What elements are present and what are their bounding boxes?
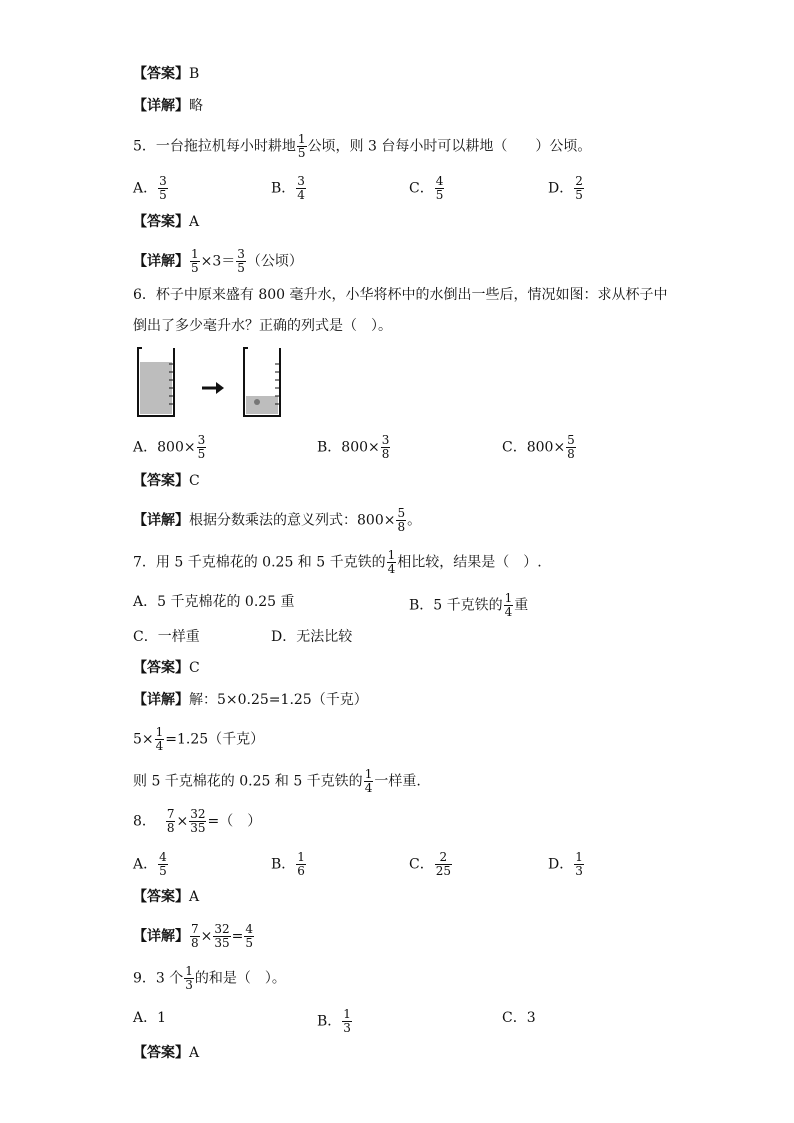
denominator: 5 bbox=[159, 864, 167, 878]
q7-detail-line2 bbox=[133, 726, 264, 753]
q5-option-c[interactable] bbox=[409, 175, 445, 202]
question-text-b: 的和是（ ）。 bbox=[194, 970, 286, 987]
q7-question bbox=[133, 549, 542, 576]
option-label: A． bbox=[133, 856, 158, 873]
question-number: 6． bbox=[133, 287, 156, 303]
numerator: 32 bbox=[214, 922, 230, 936]
denominator: 3 bbox=[185, 978, 193, 992]
detail-tail: （公顷） bbox=[246, 253, 303, 270]
denominator: 5 bbox=[237, 261, 245, 275]
q6-option-a[interactable] bbox=[133, 434, 207, 461]
numerator: 1 bbox=[297, 132, 306, 146]
answer-value: A bbox=[189, 889, 200, 905]
operator: × bbox=[176, 813, 189, 830]
denominator: 6 bbox=[297, 864, 305, 878]
question-text: 倒出了多少毫升水？正确的列式是（ ）。 bbox=[133, 318, 392, 334]
numerator: 3 bbox=[197, 433, 206, 447]
denominator: 5 bbox=[245, 936, 254, 950]
fraction bbox=[396, 507, 406, 534]
q5-option-d[interactable] bbox=[548, 175, 585, 202]
q6-detail bbox=[133, 507, 421, 534]
detail-label: 【详解】 bbox=[133, 692, 189, 708]
detail-post: 一样重. bbox=[374, 773, 421, 790]
denominator: 5 bbox=[197, 447, 206, 461]
denominator: 5 bbox=[297, 146, 306, 160]
question-text-b: 公顷，则 3 台每小时可以耕地（ ）公顷。 bbox=[307, 138, 592, 155]
q7-answer bbox=[133, 658, 200, 678]
q8-option-c[interactable] bbox=[409, 851, 453, 878]
fraction bbox=[166, 808, 176, 835]
fraction bbox=[244, 923, 254, 950]
detail-post: =1.25（千克） bbox=[165, 731, 265, 748]
fraction bbox=[574, 851, 584, 878]
option-text: C．3 bbox=[502, 1010, 536, 1026]
numerator: 1 bbox=[504, 591, 513, 605]
question-number: 5． bbox=[133, 138, 156, 155]
option-label: B． bbox=[271, 856, 296, 873]
detail-label: 【详解】 bbox=[133, 253, 189, 270]
q6-option-c[interactable] bbox=[502, 434, 577, 461]
denominator: 5 bbox=[575, 188, 583, 202]
denominator: 8 bbox=[166, 821, 175, 835]
option-text: A．5 千克棉花的 0.25 重 bbox=[133, 594, 295, 610]
q8-option-d[interactable] bbox=[548, 851, 585, 878]
denominator: 8 bbox=[191, 936, 199, 950]
question-number: 7． bbox=[133, 554, 156, 571]
numerator: 5 bbox=[397, 506, 406, 520]
denominator: 25 bbox=[435, 864, 451, 878]
q8-question bbox=[133, 808, 261, 835]
q4-detail bbox=[133, 96, 203, 116]
fraction bbox=[296, 175, 306, 202]
answer-label: 【答案】 bbox=[133, 660, 189, 676]
q6-answer bbox=[133, 471, 200, 491]
q9-answer bbox=[133, 1043, 199, 1063]
numerator: 3 bbox=[297, 174, 305, 188]
operator: × bbox=[200, 928, 213, 945]
fraction bbox=[435, 851, 452, 878]
numerator: 1 bbox=[364, 767, 373, 781]
option-label: B． bbox=[317, 1013, 342, 1030]
q8-detail bbox=[133, 923, 255, 950]
beaker-figure bbox=[136, 344, 286, 422]
fraction bbox=[504, 592, 514, 619]
option-label: A． bbox=[133, 439, 158, 456]
answer-value: A bbox=[189, 214, 200, 230]
detail-pre: 则 5 千克棉花的 0.25 和 5 千克铁的 bbox=[133, 773, 363, 790]
q9-option-a[interactable] bbox=[133, 1008, 166, 1028]
denominator: 8 bbox=[567, 447, 575, 461]
question-text: 杯子中原来盛有 800 毫升水，小华将杯中的水倒出一些后，情况如图：求从杯子中 bbox=[155, 287, 668, 303]
q8-answer bbox=[133, 887, 199, 907]
option-text: C．一样重 bbox=[133, 629, 200, 645]
q6-question-line2 bbox=[133, 316, 392, 336]
denominator: 35 bbox=[214, 936, 230, 950]
numerator: 4 bbox=[245, 922, 254, 936]
denominator: 5 bbox=[159, 188, 167, 202]
numerator: 7 bbox=[191, 922, 199, 936]
option-prefix: 800× bbox=[341, 439, 380, 456]
arrow-icon bbox=[202, 382, 224, 394]
option-text: B．5 千克铁的 bbox=[409, 597, 503, 614]
numerator: 5 bbox=[567, 433, 575, 447]
detail-pre: 5× bbox=[133, 731, 154, 748]
numerator: 1 bbox=[155, 725, 164, 739]
q9-option-b[interactable] bbox=[317, 1008, 353, 1035]
q8-option-b[interactable] bbox=[271, 851, 307, 878]
fraction bbox=[197, 434, 207, 461]
option-prefix: 800× bbox=[526, 439, 566, 456]
fraction bbox=[574, 175, 584, 202]
option-label: C． bbox=[409, 180, 434, 197]
answer-value: C bbox=[189, 660, 200, 676]
fraction bbox=[213, 923, 230, 950]
answer-value: B bbox=[189, 66, 200, 82]
q6-option-b[interactable] bbox=[317, 434, 391, 461]
detail-mid: ×3＝ bbox=[200, 253, 236, 270]
detail-post: 。 bbox=[407, 512, 422, 529]
numerator: 4 bbox=[159, 850, 167, 864]
q9-option-c[interactable] bbox=[502, 1008, 536, 1028]
fraction bbox=[435, 175, 445, 202]
numerator: 1 bbox=[387, 548, 396, 562]
question-number: 9． bbox=[133, 970, 156, 987]
answer-label: 【答案】 bbox=[133, 214, 189, 230]
option-label: B． bbox=[271, 180, 296, 197]
fraction bbox=[566, 434, 576, 461]
q5-option-b[interactable] bbox=[271, 175, 307, 202]
detail-text: 根据分数乘法的意义列式：800× bbox=[189, 512, 396, 529]
fraction bbox=[189, 808, 206, 835]
fraction bbox=[158, 851, 168, 878]
fraction bbox=[190, 923, 200, 950]
numerator: 3 bbox=[159, 174, 167, 188]
q7-detail-line1 bbox=[133, 690, 368, 710]
numerator: 4 bbox=[435, 174, 444, 188]
option-label: A． bbox=[133, 180, 158, 197]
question-tail: =（ ） bbox=[207, 813, 262, 830]
denominator: 3 bbox=[343, 1021, 351, 1035]
q9-question bbox=[133, 965, 286, 992]
answer-value: A bbox=[189, 1045, 200, 1061]
detail-text: 略 bbox=[189, 98, 203, 114]
q8-option-a[interactable] bbox=[133, 851, 169, 878]
q7-option-b[interactable] bbox=[409, 592, 528, 619]
option-label: C． bbox=[409, 856, 434, 873]
option-label: D． bbox=[548, 180, 574, 197]
option-label: C． bbox=[502, 439, 527, 456]
numerator: 2 bbox=[439, 850, 448, 864]
option-label: D． bbox=[548, 856, 574, 873]
denominator: 3 bbox=[575, 864, 583, 878]
option-label: B． bbox=[317, 439, 342, 456]
numerator: 1 bbox=[185, 964, 193, 978]
numerator: 32 bbox=[190, 807, 206, 821]
fraction bbox=[155, 726, 165, 753]
detail-label: 【详解】 bbox=[133, 512, 189, 529]
numerator: 1 bbox=[343, 1007, 351, 1021]
denominator: 4 bbox=[364, 781, 373, 795]
q7-option-d[interactable] bbox=[271, 627, 352, 647]
option-text: A．1 bbox=[133, 1010, 167, 1026]
denominator: 5 bbox=[435, 188, 444, 202]
denominator: 5 bbox=[191, 261, 199, 275]
numerator: 7 bbox=[166, 807, 175, 821]
question-text-b: 相比较，结果是（ ）. bbox=[397, 554, 542, 571]
q5-question bbox=[133, 133, 591, 160]
denominator: 35 bbox=[190, 821, 206, 835]
detail-text: 解：5×0.25=1.25（千克） bbox=[189, 692, 368, 708]
fraction bbox=[190, 248, 200, 275]
answer-label: 【答案】 bbox=[133, 66, 189, 82]
q5-answer bbox=[133, 212, 199, 232]
fraction bbox=[296, 851, 306, 878]
numerator: 3 bbox=[237, 247, 245, 261]
numerator: 3 bbox=[381, 433, 390, 447]
q7-option-a[interactable] bbox=[133, 592, 295, 612]
fraction bbox=[364, 768, 374, 795]
fraction bbox=[184, 965, 194, 992]
denominator: 4 bbox=[387, 562, 396, 576]
option-post: 重 bbox=[514, 597, 529, 614]
numerator: 1 bbox=[575, 850, 583, 864]
numerator: 1 bbox=[191, 247, 199, 261]
full-beaker-icon bbox=[137, 348, 174, 416]
option-text: D．无法比较 bbox=[271, 629, 353, 645]
numerator: 1 bbox=[297, 850, 305, 864]
answer-value: C bbox=[189, 473, 200, 489]
q7-detail-line3 bbox=[133, 768, 421, 795]
question-text-a: 用 5 千克棉花的 0.25 和 5 千克铁的 bbox=[155, 554, 386, 571]
question-text-a: 3 个 bbox=[155, 970, 184, 987]
numerator: 2 bbox=[575, 174, 583, 188]
answer-label: 【答案】 bbox=[133, 1045, 189, 1061]
fraction bbox=[387, 549, 397, 576]
denominator: 8 bbox=[381, 447, 390, 461]
answer-label: 【答案】 bbox=[133, 889, 189, 905]
detail-label: 【详解】 bbox=[133, 98, 189, 114]
answer-label: 【答案】 bbox=[133, 473, 189, 489]
q5-option-a[interactable] bbox=[133, 175, 169, 202]
fraction bbox=[342, 1008, 352, 1035]
equals: = bbox=[231, 928, 244, 945]
fraction bbox=[297, 133, 307, 160]
denominator: 4 bbox=[504, 605, 513, 619]
detail-label: 【详解】 bbox=[133, 928, 189, 945]
q7-option-c[interactable] bbox=[133, 627, 200, 647]
q6-question-line1 bbox=[133, 285, 668, 305]
q4-answer bbox=[133, 64, 199, 84]
fraction bbox=[236, 248, 246, 275]
option-prefix: 800× bbox=[157, 439, 196, 456]
fraction bbox=[158, 175, 168, 202]
partial-beaker-icon bbox=[243, 348, 280, 416]
denominator: 8 bbox=[397, 520, 406, 534]
denominator: 4 bbox=[297, 188, 305, 202]
q5-detail bbox=[133, 248, 303, 275]
question-number: 8． bbox=[133, 813, 156, 830]
fraction bbox=[381, 434, 391, 461]
question-text-a: 一台拖拉机每小时耕地 bbox=[155, 138, 296, 155]
denominator: 4 bbox=[155, 739, 164, 753]
